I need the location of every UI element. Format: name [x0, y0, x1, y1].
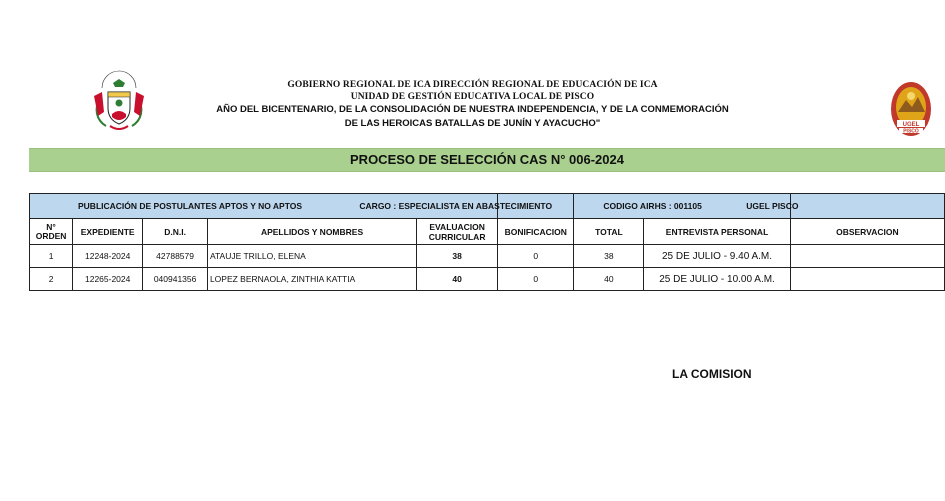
col-header-nombres: APELLIDOS Y NOMBRES: [207, 219, 416, 245]
cell-observacion: [790, 268, 944, 291]
cell-entrevista: 25 DE JULIO - 10.00 A.M.: [644, 268, 790, 291]
cell-orden: 2: [30, 268, 73, 291]
header-line-year-motto-cont: DE LAS HEROICAS BATALLAS DE JUNÍN Y AYACUCHO": [344, 118, 601, 129]
signature-la-comision: LA COMISION: [672, 367, 752, 381]
col-header-orden: N° ORDEN: [30, 219, 73, 245]
banner-ugel: UGEL PISCO: [746, 201, 799, 211]
postulantes-table: [29, 193, 945, 291]
banner-codigo: CODIGO AIRHS : 001105: [603, 201, 702, 211]
cell-bonificacion: 0: [498, 245, 574, 268]
col-header-entrevista: ENTREVISTA PERSONAL: [644, 219, 790, 245]
cell-nombres: ATAUJE TRILLO, ELENA: [207, 245, 416, 268]
table-row: [30, 245, 945, 268]
cell-entrevista: 25 DE JULIO - 9.40 A.M.: [644, 245, 790, 268]
cell-total: 38: [574, 245, 644, 268]
cell-expediente: 12248-2024: [73, 245, 143, 268]
cell-bonificacion: 0: [498, 268, 574, 291]
col-header-observacion: OBSERVACION: [790, 219, 944, 245]
banner-cargo: CARGO : ESPECIALISTA EN ABASTECIMIENTO: [359, 201, 553, 211]
cell-evaluacion: 38: [417, 245, 498, 268]
cell-expediente: 12265-2024: [73, 268, 143, 291]
cell-evaluacion: 40: [417, 268, 498, 291]
cell-nombres: LOPEZ BERNAOLA, ZINTHIA KATTIA: [207, 268, 416, 291]
header-line-ugel: UNIDAD DE GESTIÓN EDUCATIVA LOCAL DE PISCO: [350, 92, 595, 102]
banner-publicacion: PUBLICACIÓN DE POSTULANTES APTOS Y NO APTOS: [78, 201, 303, 211]
header-line-gobierno-regional: GOBIERNO REGIONAL DE ICA DIRECCIÓN REGIONAL DE EDUCACIÓN DE ICA: [287, 80, 658, 90]
process-title-bar: [29, 148, 945, 172]
cell-total: 40: [574, 268, 644, 291]
header-line-year-motto: AÑO DEL BICENTENARIO, DE LA CONSOLIDACIÓN DE NUESTRA INDEPENDENCIA, Y DE LA CONMEMORACIÓN: [216, 104, 729, 115]
cell-observacion: [790, 245, 944, 268]
cell-dni: 040941356: [143, 268, 208, 291]
col-header-dni: D.N.I.: [143, 219, 208, 245]
table-banner-row: [30, 194, 945, 219]
col-header-bonificacion: BONIFICACION: [498, 219, 574, 245]
svg-text:UGEL: UGEL: [902, 122, 920, 128]
svg-text:PISCO: PISCO: [903, 128, 919, 135]
col-header-evaluacion: EVALUACION CURRICULAR: [417, 219, 498, 245]
table-header-row: [30, 219, 945, 245]
cell-orden: 1: [30, 245, 73, 268]
col-header-total: TOTAL: [574, 219, 644, 245]
col-header-expediente: EXPEDIENTE: [73, 219, 143, 245]
table-row: [30, 268, 945, 291]
cell-dni: 42788579: [143, 245, 208, 268]
process-title: PROCESO DE SELECCIÓN CAS N° 006-2024: [350, 152, 624, 167]
